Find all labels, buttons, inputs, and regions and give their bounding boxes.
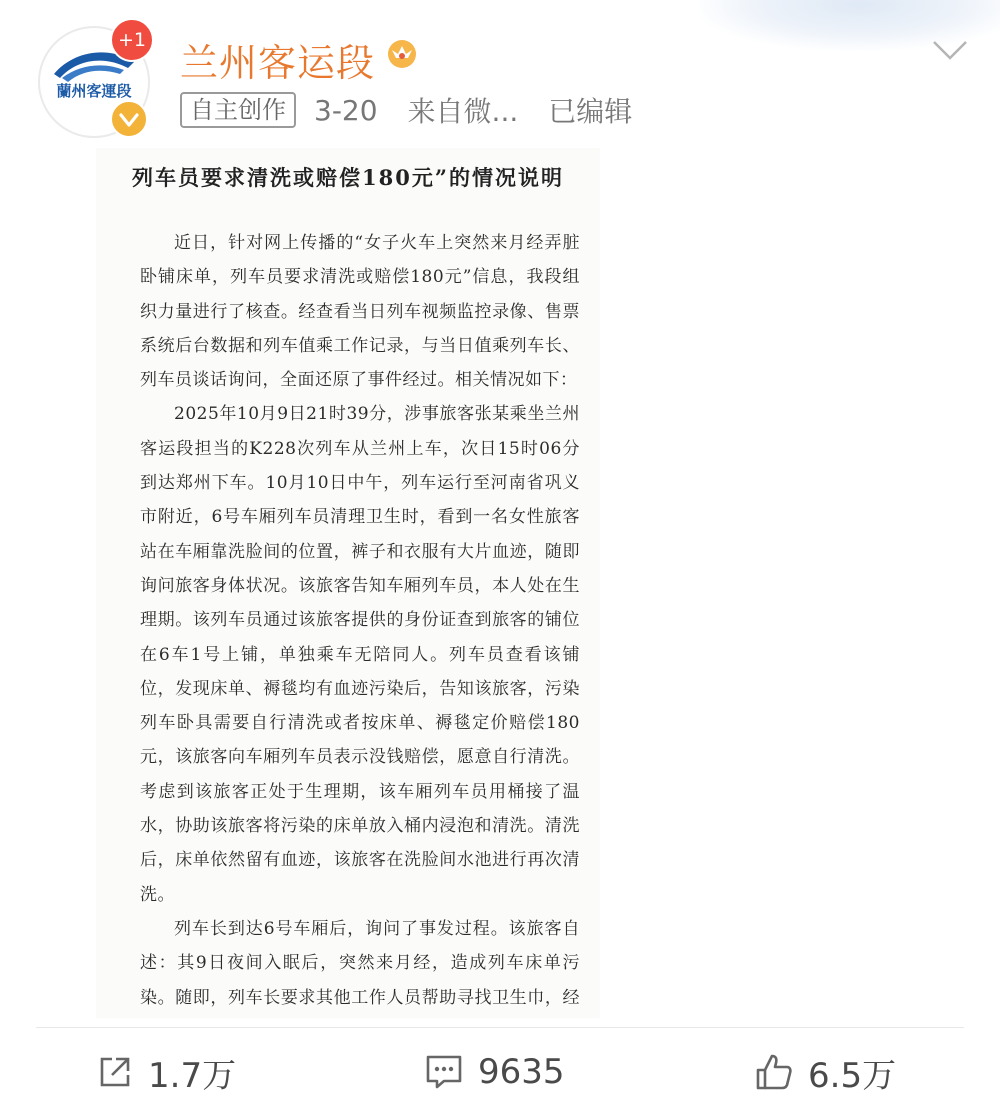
document-title: 列车员要求清洗或赔偿180元”的情况说明 bbox=[132, 165, 564, 190]
account-name[interactable]: 兰州客运段 bbox=[180, 41, 376, 85]
divider bbox=[36, 1027, 964, 1028]
crown-icon[interactable] bbox=[384, 34, 420, 74]
post-meta bbox=[180, 90, 662, 130]
like-count: 6.5万 bbox=[808, 1055, 897, 1096]
document-body bbox=[140, 226, 580, 1018]
like-button[interactable] bbox=[754, 1046, 896, 1098]
document-paragraph: 列车长到达6号车厢后，询问了事发过程。该旅客自述：其9日夜间入眠后，突然来月经，造成列车床单污染。随即，列车长要求其他工作人员帮助寻找卫生巾，经 bbox=[140, 918, 580, 1008]
share-count: 1.7万 bbox=[148, 1055, 237, 1096]
comment-icon bbox=[424, 1053, 464, 1091]
chevron-down-icon[interactable] bbox=[930, 38, 970, 66]
document-paragraph: 近日，针对网上传播的“女子火车上突然来月经弄脏卧铺床单，列车员要求清洗或赔偿180元”信息，我段组织力量进行了核查。经查看当日列车视频监控录像、售票系统后台数据和列车值乘工作记录，与当日值乘列车长、列车员谈话询问，全面还原了事件经过。相关情况如下： bbox=[140, 233, 580, 391]
edited-label[interactable]: 已编辑 bbox=[548, 95, 633, 128]
document-paragraph: 2025年10月9日21时39分，涉事旅客张某乘坐兰州客运段担当的K228次列车从兰州上车，次日15时06分到达郑州下车。10月10日中午，列车运行至河南省巩义市附近，6号车厢列车员清理卫生时，看到一名女性旅客站在车厢靠洗脸间的位置，裤子和衣服有大片血迹，随即询问旅客身体状况。该旅客告知车厢列车员，本人处在生理期。该列车员通过该旅客提供的身份证查到旅客的铺位在6车1号上铺，单独乘车无陪同人。列车员查看该铺位，发现床单、褥毯均有血迹污染后，告知该旅客，污染列车卧具需要自行清洗或者按床单、褥毯定价赔偿180元，该旅客向车厢列车员表示没钱赔偿，愿意自行清洗。考虑到该旅客正处于生理期，该车厢列车员用桶接了温水，协助该旅客将污染的床单放入桶内浸泡和清洗。清洗后，床单依然留有血迹，该旅客在洗脸间水池进行再次清洗。 bbox=[140, 404, 580, 905]
document-image[interactable] bbox=[96, 148, 600, 1018]
comment-button[interactable] bbox=[424, 1046, 565, 1098]
share-icon bbox=[96, 1053, 134, 1091]
comment-count: 9635 bbox=[478, 1052, 565, 1092]
post-source[interactable]: 来自微... bbox=[407, 95, 519, 128]
original-tag: 自主创作 bbox=[180, 92, 296, 128]
thumbs-up-icon bbox=[754, 1052, 794, 1092]
share-button[interactable] bbox=[96, 1046, 236, 1098]
post-date: 3-20 bbox=[314, 93, 378, 127]
notification-badge: +1 bbox=[110, 18, 154, 62]
avatar-logo-text: 蘭州客運段 bbox=[56, 82, 132, 100]
verified-icon bbox=[110, 100, 148, 138]
